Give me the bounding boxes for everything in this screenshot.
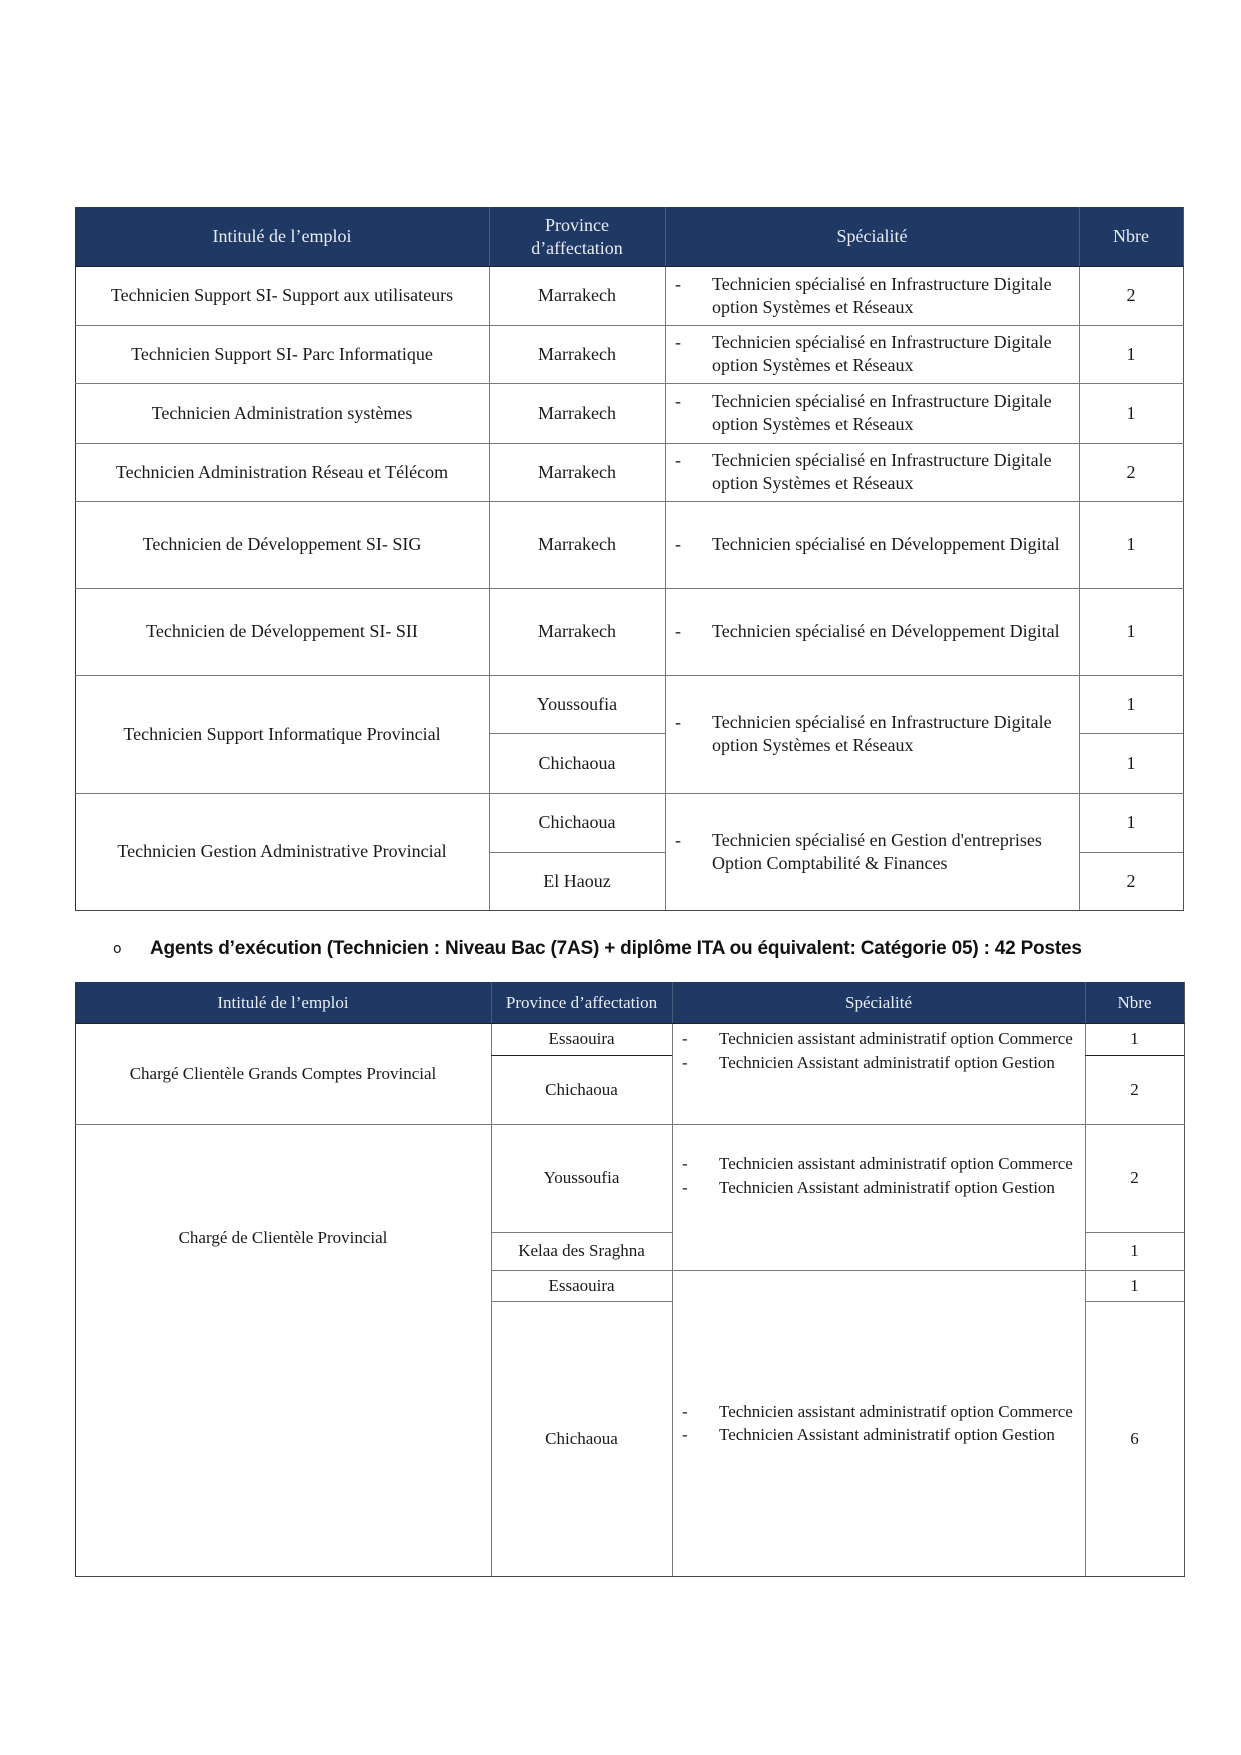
dash: - [682, 1401, 688, 1421]
cell-specialite [672, 1270, 1085, 1576]
header-label: Intitulé de l’emploi [217, 992, 349, 1012]
specialite-text: Technicien spécialisé en Infrastructure Digitale option Systèmes et Réseaux [712, 391, 1052, 434]
cell-province: Marrakech [538, 461, 616, 482]
cell-nbre: 1 [1130, 1029, 1139, 1048]
cell-specialite: - Technicien spécialisé en Gestion d'entreprises Option Comptabilité & Finances [665, 793, 1079, 910]
cell-intitule: Technicien Gestion Administrative Provincial [117, 841, 447, 861]
header-label: Province [545, 214, 609, 235]
header-label: Nbre [1117, 992, 1152, 1012]
cell-specialite: - Technicien spécialisé en Développement Digital [675, 534, 1060, 554]
cell-specialite [672, 1023, 1085, 1124]
header-label: Spécialité [836, 226, 908, 246]
section-heading-text: Agents d’exécution (Technicien : Niveau Bac (7AS) + diplôme ITA ou équivalent: Catégorie 05) : 42 Postes [150, 938, 1082, 959]
cell-province: Chichaoua [538, 812, 616, 832]
header-nbre [1085, 982, 1184, 1023]
cell-nbre: 2 [1126, 870, 1136, 891]
bullet-icon: o [113, 941, 122, 957]
cell-province: Kelaa des Sraghna [518, 1241, 645, 1260]
header-nbre [1079, 207, 1183, 266]
header-label: Nbre [1113, 226, 1149, 246]
cell-nbre: 1 [1130, 1275, 1139, 1295]
specialite-text: Technicien spécialisé en Infrastructure Digitale option Systèmes et Réseaux [712, 273, 1052, 317]
cell-specialite [672, 1124, 1085, 1270]
cell-specialite: - Technicien spécialisé en Infrastructure Digitale option Systèmes et Réseaux [665, 383, 1079, 443]
header-label: Intitulé de l’emploi [212, 226, 352, 246]
cell-intitule: Technicien Support SI- Parc Informatique [131, 343, 433, 364]
cell-nbre: 1 [1126, 343, 1136, 364]
header-label: d’affectation [531, 237, 623, 258]
header-province [489, 207, 665, 266]
header-intitule [75, 207, 489, 266]
cell-intitule: Technicien Support SI- Support aux utilisateurs [110, 285, 454, 305]
cell-intitule: Technicien Support Informatique Provincial [123, 723, 441, 744]
cell-intitule: Chargé de Clientèle Provincial [178, 1228, 388, 1247]
specialite-text: Technicien Assistant administratif option Gestion [719, 1052, 1055, 1072]
cell-intitule: Technicien de Développement SI- SII [146, 621, 418, 641]
cell-nbre: 1 [1130, 1241, 1139, 1260]
cell-province: Marrakech [538, 621, 616, 641]
cell-province: Youssoufia [536, 693, 618, 714]
cell-specialite: - Technicien spécialisé en Infrastructure Digitale option Systèmes et Réseaux [665, 675, 1079, 793]
cell-province: Essaouira [548, 1029, 615, 1048]
cell-specialite: - Technicien spécialisé en Infrastructure Digitale option Systèmes et Réseaux [665, 443, 1079, 501]
cell-province: Chichaoua [545, 1079, 618, 1099]
cell-intitule: Technicien Administration Réseau et Télécom [115, 461, 449, 482]
header-intitule [75, 982, 491, 1023]
header-specialite [665, 207, 1079, 266]
dash: - [682, 1154, 688, 1173]
specialite-text: Technicien Assistant administratif option Gestion [719, 1425, 1055, 1444]
cell-province: Marrakech [538, 285, 616, 305]
cell-province: El Haouz [543, 870, 611, 891]
cell-province: Marrakech [538, 343, 616, 364]
specialite-text: Technicien assistant administratif option Commerce [719, 1154, 1073, 1173]
cell-intitule: Technicien Administration systèmes [151, 402, 413, 423]
cell-province: Youssoufia [543, 1168, 620, 1187]
cell-specialite: - Technicien spécialisé en Développement Digital [675, 621, 1060, 641]
cell-nbre: 2 [1126, 461, 1136, 482]
cell-province: Marrakech [538, 534, 616, 554]
section-heading [113, 934, 1193, 964]
dash: - [682, 1029, 688, 1048]
header-label: Spécialité [844, 992, 913, 1012]
header-label: Province d’affectation [505, 992, 658, 1012]
cell-nbre: 1 [1126, 621, 1136, 641]
specialite-text: Technicien spécialisé en Infrastructure Digitale option Systèmes et Réseaux [712, 450, 1052, 493]
specialite-text: Technicien spécialisé en Infrastructure Digitale option Systèmes et Réseaux [712, 712, 1052, 755]
specialite-text: Technicien spécialisé en Gestion d'entreprises Option Comptabilité & Finances [712, 829, 1042, 873]
header-specialite [672, 982, 1085, 1023]
cell-specialite: - Technicien spécialisé en Infrastructure Digitale option Systèmes et Réseaux [665, 325, 1079, 383]
cell-nbre: 1 [1126, 752, 1136, 773]
cell-nbre: 2 [1130, 1168, 1139, 1187]
specialite-text: Technicien spécialisé en Développement Digital [712, 534, 1060, 554]
cell-province: Essaouira [548, 1275, 615, 1295]
cell-province: Marrakech [538, 402, 616, 423]
cell-province: Chichaoua [538, 752, 616, 773]
cell-nbre: 6 [1130, 1428, 1139, 1448]
cell-nbre: 2 [1130, 1079, 1139, 1099]
dash: - [682, 1052, 688, 1072]
dash: - [682, 1177, 688, 1197]
cell-nbre: 1 [1126, 812, 1136, 832]
header-province [491, 982, 672, 1023]
cell-intitule: Technicien de Développement SI- SIG [142, 534, 422, 554]
cell-nbre: 1 [1126, 693, 1136, 714]
specialite-text: Technicien spécialisé en Développement Digital [712, 621, 1060, 641]
specialite-text: Technicien assistant administratif option Commerce [719, 1401, 1073, 1421]
cell-nbre: 2 [1126, 285, 1136, 305]
cell-nbre: 1 [1126, 534, 1136, 554]
cell-specialite: - Technicien spécialisé en Infrastructure Digitale option Systèmes et Réseaux [665, 266, 1079, 325]
cell-province: Chichaoua [545, 1428, 618, 1448]
cell-nbre: 1 [1126, 402, 1136, 423]
specialite-text: Technicien spécialisé en Infrastructure Digitale option Systèmes et Réseaux [712, 332, 1052, 375]
specialite-text: Technicien Assistant administratif option Gestion [719, 1177, 1055, 1197]
cell-intitule: Chargé Clientèle Grands Comptes Provincial [129, 1063, 437, 1083]
dash: - [682, 1425, 688, 1444]
specialite-text: Technicien assistant administratif option Commerce [719, 1029, 1073, 1048]
